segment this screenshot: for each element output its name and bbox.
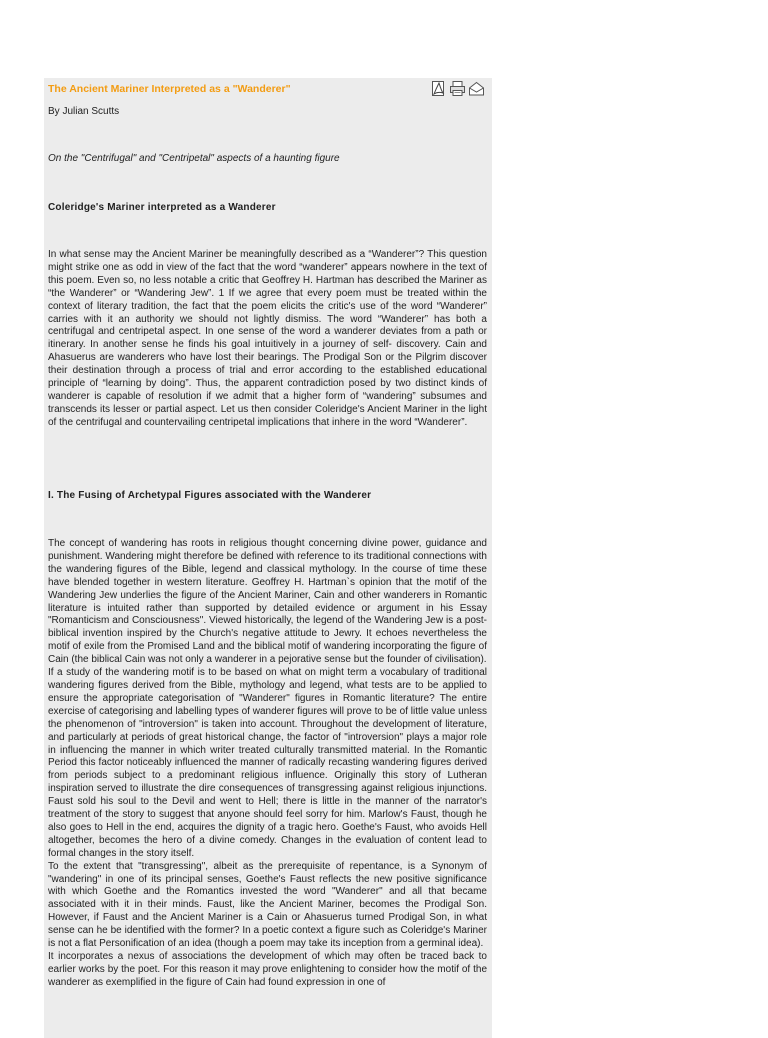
email-icon[interactable] [468,80,485,97]
paragraph: To the extent that "transgressing", albeit as the prerequisite of repentance, is a Synonym of "wandering" in one of its principal senses, Goethe's Faust reflects the new positive significance with which Goethe and the Romantics invested the word "Wanderer" and all that became associated with it in their minds. Faust, like the Ancient Mariner, becomes the Prodigal Son. However, if Faust and the Ancient Mariner is a Cain or Ahasuerus turned Prodigal Son, in what sense can he be identified with the former? In a poetic context a figure such as Coleridge's Mariner is not a flat Personification of an idea (though a poem may take its inception from a germinal idea). [48,860,487,950]
article-toolbar [430,80,485,97]
document-page [44,78,492,1038]
paragraph: It incorporates a nexus of associations the development of which may often be traced back to earlier works by the poet. For this reason it may prove enlightening to consider how the motif of the wanderer as exemplified in the figure of Cain had found expression in one of [48,951,487,988]
section-body [48,249,487,430]
subtitle: On the "Centrifugal" and "Centripetal" aspects of a haunting figure [48,153,340,164]
paragraph: The concept of wandering has roots in religious thought concerning divine power, guidance and punishment. Wandering might therefore be defined with reference to its traditional connections with the wandering figures of the Bible, legend and classical mythology. In the course of time these have blended together in western literature. Geoffrey H. Hartman`s opinion that the motif of the Wandering Jew underlies the figure of the Ancient Mariner, Cain and other wanderers in Romantic literature is intuited rather than supported by detailed evidence or argument in his Essay "Romanticism and Consciousness". Viewed historically, the legend of the Wandering Jew is a post-biblical invention inspired by the Church's negative attitude to Jewry. It echoes nevertheless the motif of exile from the Promised Land and the biblical motif of wandering incorporating the figure of Cain (the biblical Cain was not only a wanderer in a pejorative sense but the founder of civilisation). [48,538,487,666]
print-icon[interactable] [449,80,466,97]
paragraph: If a study of the wandering motif is to be based on what on might term a vocabulary of traditional wandering figures derived from the Bible, mythology and legend, what tests are to be applied to ensure the appropriate categorisation of "Wanderer" figures in Romantic literature? The entire exercise of categorising and labelling types of wanderer figures will prove to be of little value unless the phenomenon of "introversion" is taken into account. Throughout the development of literature, and particularly at periods of great historical change, the factor of "introversion" plays a major role in influencing the manner in which writer treated culturally transmitted material. In the Romantic Period this factor noticeably influenced the manner of radically recasting wandering figures derived from periods subject to a predominant religious influence. Originally this story of Lutheran inspiration served to illustrate the dire consequences of transgressing against religious injunctions. Faust sold his soul to the Devil and went to Hell; there is little in the manner of the narrator's treatment of the story to suggest that anyone should feel sorry for him. Marlow's Faust, though he also goes to Hell in the end, acquires the dignity of a tragic hero. Goethe's Faust, who avoids Hell altogether, becomes the hero of a divine comedy. Changes in the evaluation of content lead to formal changes in the story itself. [48,667,487,859]
section-body [48,538,487,990]
pdf-icon[interactable] [430,80,447,97]
section-heading: I. The Fusing of Archetypal Figures associated with the Wanderer [48,490,372,501]
paragraph: In what sense may the Ancient Mariner be meaningfully described as a “Wanderer”? This question might strike one as odd in view of the fact that the word “wanderer” appears nowhere in the text of this poem. Even so, no less notable a critic that Geoffrey H. Hartman has described the Mariner as “the Wanderer” or “Wandering Jew”. 1 If we agree that every poem must be treated within the context of literary tradition, the fact that the poem elicits the critic's use of the word “Wanderer” carries with it an authority we should not lightly dismiss. The word “Wanderer” has both a centrifugal and centripetal aspect. In one sense of the word a wanderer deviates from a path or itinerary. In another sense he finds his goal intuitively in a journey of self- discovery. Cain and Ahasuerus are wanderers who have lost their bearings. The Prodigal Son or the Pilgrim discover their destination through a process of trial and error according to the established educational principle of “learning by doing”. Thus, the apparent contradiction posed by two distinct kinds of wanderer is capable of resolution if we admit that a higher form of “wandering” subsumes and transcends its lesser or partial aspect. Let us then consider Coleridge's Ancient Mariner in the light of the centrifugal and countervailing centripetal implications that inhere in the word “Wanderer”. [48,249,487,428]
article-title[interactable]: The Ancient Mariner Interpreted as a "Wanderer" [48,83,291,95]
section-heading: Coleridge's Mariner interpreted as a Wanderer [48,202,276,213]
byline: By Julian Scutts [48,106,120,117]
